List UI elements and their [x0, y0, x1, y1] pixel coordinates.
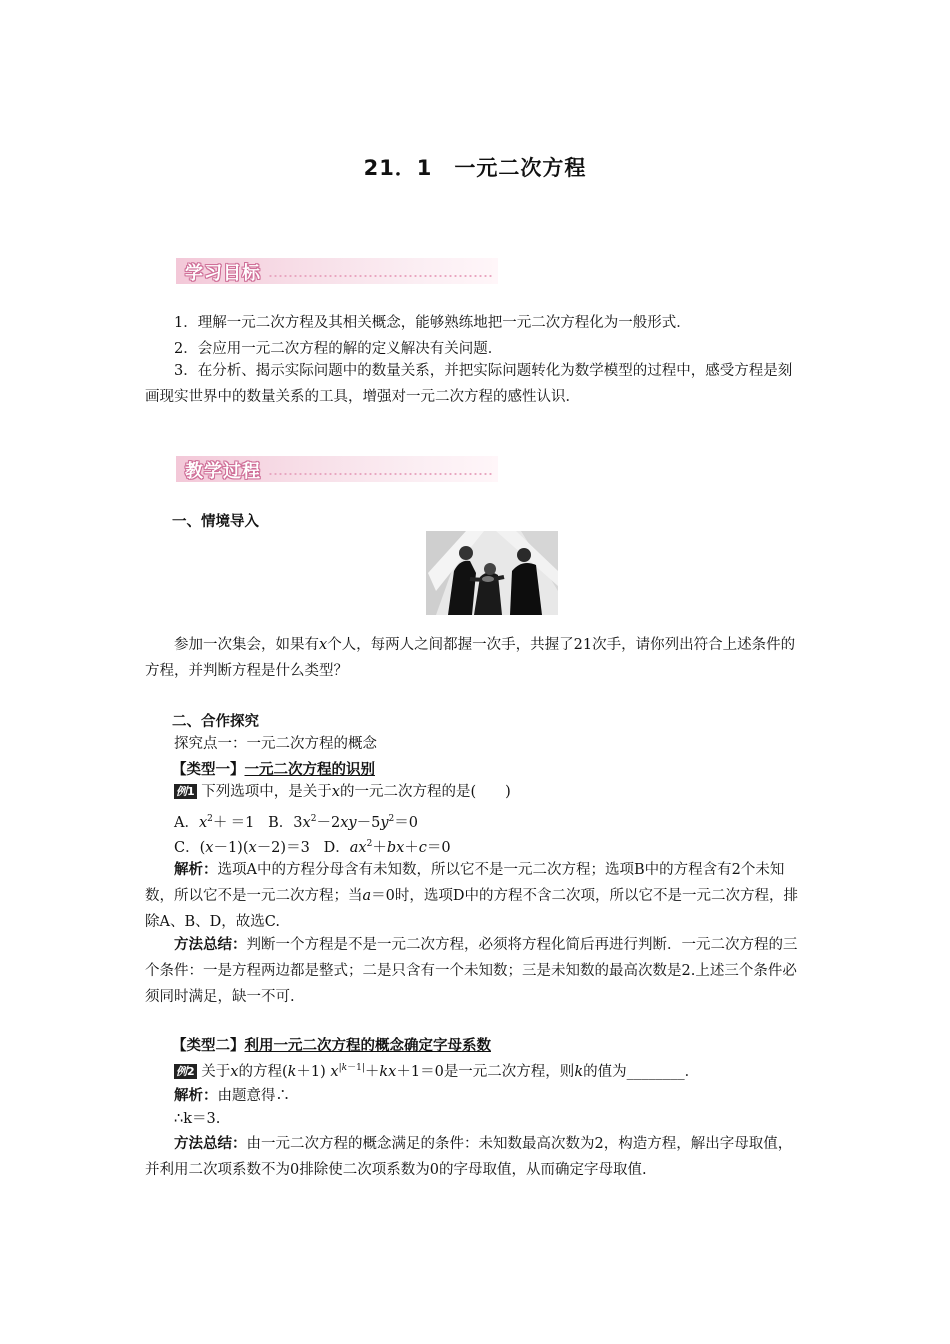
type1-heading: 【类型一】一元二次方程的识别	[172, 762, 375, 778]
method-summary-1: 方法总结：判断一个方程是不是一元二次方程，必须将方程化简后再进行判断．一元二次方程的三个条件：一是方程两边都是整式；二是只含有一个未知数；三是未知数的最高次数是2.上述三个条件必须同时满足，缺一不可.	[145, 937, 798, 1005]
analysis-2: 解析：由题意得∴	[174, 1088, 290, 1104]
process-banner	[176, 456, 498, 482]
example-badge-1: 例1	[176, 785, 195, 798]
goals-banner	[176, 258, 498, 284]
handshake-photo	[426, 531, 558, 615]
method-summary-2: 方法总结：由一元二次方程的概念满足的条件：未知数最高次数为2，构造方程，解出字母取值，并利用二次项系数不为0排除使二次项系数为0的字母取值，从而确定字母取值.	[145, 1136, 793, 1178]
options-cd: C．(x－1)(x－2)＝3 D．$ax^2+bx+c=0$	[174, 839, 451, 856]
goal-1: 1．理解一元二次方程及其相关概念，能够熟练地把一元二次方程化为一般形式．	[174, 315, 691, 331]
example-2: 例2 关于x的方程(k＋1) $x^{|k-1|}+kx+1=0$是一元二次方程，则k的值为________．	[176, 1063, 700, 1080]
section2-heading: 二、合作探究	[172, 714, 259, 730]
goals-banner-label: 学习目标	[185, 263, 261, 284]
example-badge-2: 例2	[176, 1064, 195, 1078]
options-ab: A．$x^2+ =1$ B．$3x^2-2xy-5y^2=0$	[174, 814, 418, 831]
answer-2: ∴k＝3.	[174, 1111, 221, 1127]
page-title: 21．1 一元二次方程	[363, 156, 587, 180]
analysis-1: 解析：选项A中的方程分母含有未知数，所以它不是一元二次方程；选项B中的方程含有2个未知数，所以它不是一元二次方程；当a＝0时，选项D中的方程不含二次项，所以它不是一元二次方程，排除A、B、D，故选C.	[145, 862, 799, 930]
process-banner-label: 教学过程	[185, 461, 261, 482]
section1-heading: 一、情境导入	[172, 514, 259, 530]
explore-point-1: 探究点一：一元二次方程的概念	[174, 736, 377, 752]
intro-problem: 参加一次集会，如果有x个人，每两人之间都握一次手，共握了21次手，请你列出符合上述条件的方程，并判断方程是什么类型？	[145, 637, 796, 679]
goal-2: 2．会应用一元二次方程的解的定义解决有关问题．	[174, 341, 503, 357]
type2-heading: 【类型二】利用一元二次方程的概念确定字母系数	[172, 1038, 491, 1054]
goal-3: 3．在分析、揭示实际问题中的数量关系，并把实际问题转化为数学模型的过程中，感受方程是刻画现实世界中的数量关系的工具，增强对一元二次方程的感性认识．	[145, 363, 793, 405]
example-1: 例1 下列选项中，是关于x的一元二次方程的是( )	[176, 784, 511, 800]
